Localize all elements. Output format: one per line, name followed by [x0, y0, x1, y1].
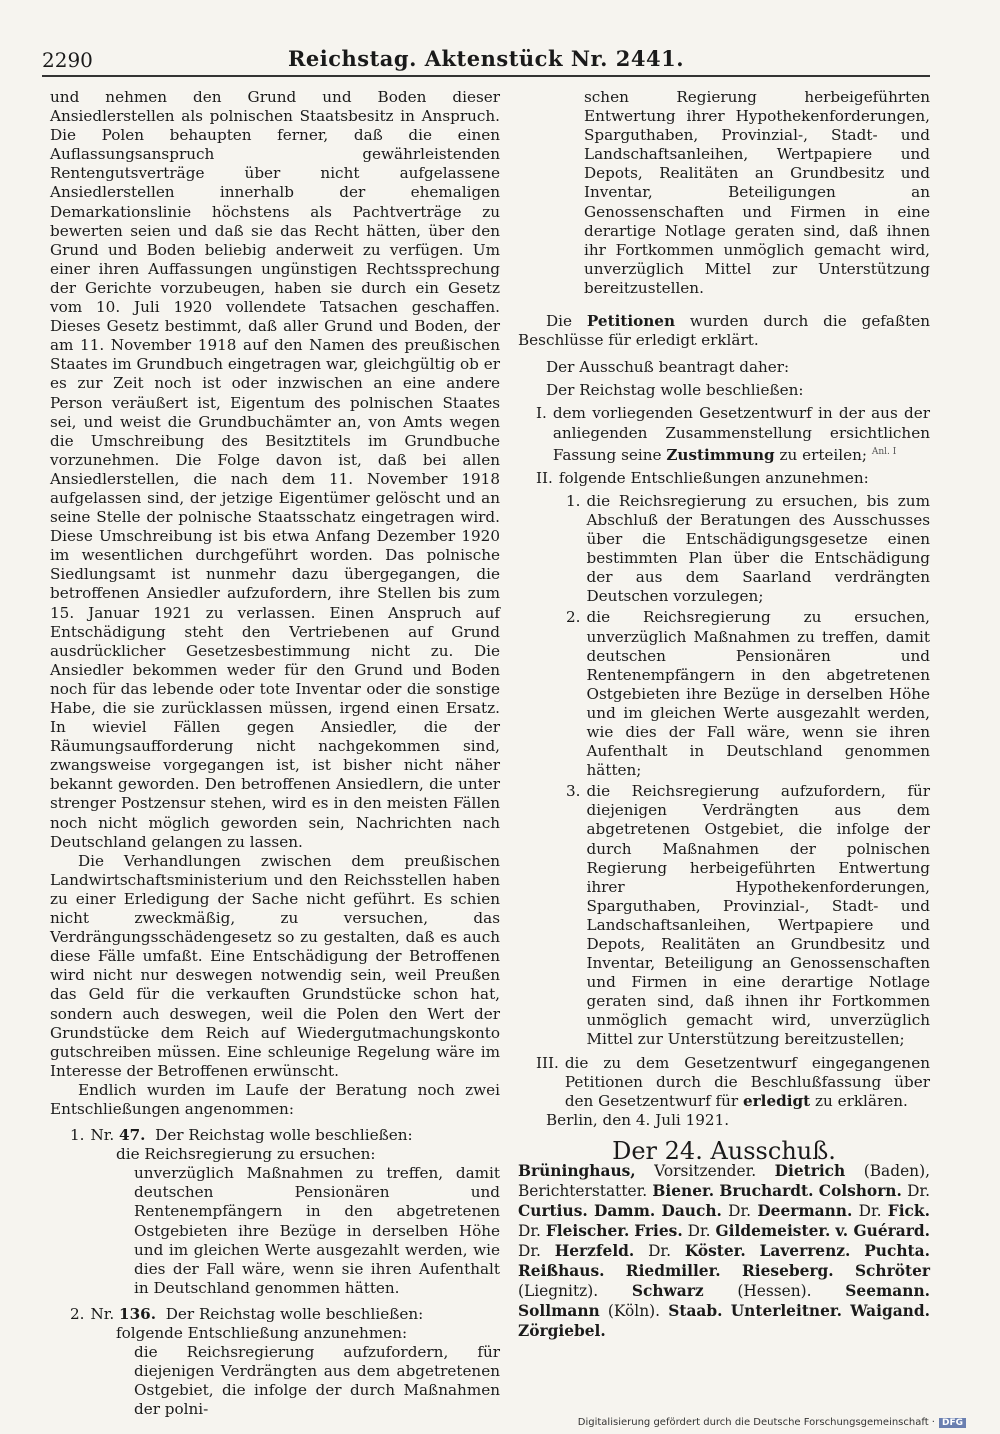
credit-text: Digitalisierung gefördert durch die Deutsche Forschungsgemeinschaft · — [577, 1417, 935, 1428]
header-rule — [42, 75, 930, 77]
motion-item-i: I. dem vorliegenden Gesetzentwurf in der aus der anliegenden Zusammenstellung ersichtlichen Fassung seine Zustimmung zu erteilen; $^{Anl. I}$ — [536, 404, 930, 464]
motion-intro: Der Ausschuß beantragt daher: — [546, 358, 790, 377]
right-column — [518, 88, 930, 1341]
sub-item: 3. die Reichsregierung aufzufordern, für diejenigen Verdrängten aus dem abgetretenen Ostgebiet, die infolge der durch Maßnahmen der polnischen Regierung herbeigeführten Entwertung ihrer Hypothekenforderungen, Sparguthaben, Provinzial-, Stadt- und Landschaftsanleihen, Wertpapiere und Depots, Realitäten an Grundbesitz und Inventar, Beteiligung an Genossenschaften und Firmen in eine derartige Notlage geraten sind, daß ihnen ihr Fortkommen unmöglich gemacht wird, unverzüglich Mittel zur Unterstützung bereitzustellen; — [566, 782, 930, 1049]
paragraph: Die Verhandlungen zwischen dem preußischen Landwirtschaftsministerium und den Reichsstellen haben zu einer Erledigung der Sache nicht geführt. Es schien nicht zweckmäßig, zu versuchen, das Verdrängungsschädengesetz so zu gestalten, daß es auch diese Fälle umfaßt. Eine Entschädigung der Betroffenen wird nicht nur deswegen notwendig sein, weil Preußen das Geld für die verkauften Grundstücke schon hat, sondern auch deswegen, weil die Polen den Wert der Grundstücke dem Reich auf Wiedergutmachungskonto gutschreiben müssen. Eine schleunige Regelung wäre im Interesse der Betroffenen erwünscht. — [50, 851, 500, 1080]
digitization-credit — [578, 1417, 966, 1428]
page-header — [42, 38, 930, 74]
motion-heading: Der Reichstag wolle beschließen: — [546, 381, 804, 400]
margin-note: Anl. I — [871, 446, 897, 457]
item-heading: Nr. 136. Der Reichstag wolle beschließen: — [90, 1304, 424, 1323]
dfg-logo-icon: DFG — [939, 1418, 966, 1428]
continued-text: schen Regierung herbeigeführten Entwertung ihrer Hypothekenforderungen, Sparguthaben, Provinzial-, Stadt- und Landschaftsanleihen, Wertpapiere und Depots, Realitäten an Grundbesitz und Inventar, Beteiligungen an Genossenschaften und Firmen in eine derartige Notlage geraten sind, daß ihnen ihr Fortkommen unmöglich gemacht wird, unverzüglich Mittel zur Unterstützung bereitzustellen. — [584, 88, 930, 297]
resolution-item — [50, 1305, 500, 1420]
item-heading: Nr. 47. Der Reichstag wolle beschließen: — [90, 1126, 413, 1145]
item-subheading: folgende Entschließung anzunehmen: — [116, 1324, 408, 1342]
item-text: die Reichsregierung aufzufordern, für diejenigen Verdrängten aus dem abgetretenen Ostgebiet, die infolge der durch Maßnahmen der polni- — [134, 1343, 500, 1419]
resolution-item — [50, 1126, 500, 1298]
paragraph: und nehmen den Grund und Boden dieser Ansiedlerstellen als polnischen Staatsbesitz in Anspruch. Die Polen behaupten ferner, daß die einen Auflassungsanspruch gewährleistenden Rentengutsverträge über nicht aufgelassene Ansiedlerstellen innerhalb der ehemaligen Demarkationslinie höchstens als Pachtverträge zu bewerten seien und daß sie das Recht hätten, über den Grund und Boden beliebig anderweit zu verfügen. Um einer ihren Auffassungen ungünstigen Rechtssprechung der Gerichte vorzubeugen, haben sie durch ein Gesetz vom 10. Juli 1920 vollendete Tatsachen geschaffen. Dieses Gesetz bestimmt, daß aller Grund und Boden, der am 11. November 1918 auf den Namen des preußischen Staates im Grundbuch eingetragen war, gleichgültig ob er es zur Zeit noch ist oder inzwischen an eine andere Person veräußert ist, Eigentum des polnischen Staates sei, und weist die Grundbuchämter an, von Amts wegen die Umschreibung des Besitztitels im Grundbuche vorzunehmen. Die Folge davon ist, daß bei allen Ansiedlerstellen, die nach dem 11. November 1918 aufgelassen sind, der jetzige Eigentümer gelöscht und an seine Stelle der polnische Staatsschatz eingetragen wird. Diese Umschreibung ist bis etwa Anfang Dezember 1920 im wesentlichen durchgeführt worden. Das polnische Siedlungsamt ist nunmehr dazu übergegangen, die betroffenen Ansiedler aufzufordern, ihre Stellen bis zum 15. Januar 1921 zu verlassen. Einen Anspruch auf Entschädigung steht den Vertriebenen auf Grund ausdrücklicher Gesetzesbestimmung nicht zu. Die Ansiedler bekommen weder für den Grund und Boden noch für das lebende oder tote Inventar oder die sonstige Habe, die sie zurücklassen müssen, irgend einen Ersatz. In wieviel Fällen gegen Ansiedler, die der Räumungsaufforderung nicht nachgekommen sind, zwangsweise vorgegangen ist, ist bisher nicht näher bekannt geworden. Den betroffenen Ansiedlern, die unter strenger Postzensur stehen, wird es in den meisten Fällen noch nicht möglich geworden sein, Nachrichten nach Deutschland gelangen zu lassen. — [50, 88, 500, 851]
item-text: unverzüglich Maßnahmen zu treffen, damit deutschen Pensionären und Rentenempfängern in den abgetretenen Ostgebieten ihre Bezüge in derselben Höhe und im gleichen Werte ausgezahlt werden, wie dies der Fall wäre, wenn sie ihren Aufenthalt in Deutschland genommen hätten. — [134, 1164, 500, 1297]
paragraph: Endlich wurden im Laufe der Beratung noch zwei Entschließungen angenommen: — [50, 1080, 500, 1118]
date-line: Berlin, den 4. Juli 1921. — [546, 1110, 730, 1129]
running-title: Reichstag. Aktenstück Nr. 2441. — [287, 46, 685, 71]
motion-item-iii: III. die zu dem Gesetzentwurf eingegangenen Petitionen durch die Beschlußfassung über den Gesetzentwurf für erledigt zu erklären. — [536, 1053, 930, 1110]
sub-item: 2. die Reichsregierung zu ersuchen, unverzüglich Maßnahmen zu treffen, damit deutschen Pensionären und Rentenempfängern in den abgetretenen Ostgebieten ihre Bezüge in derselben Höhe und im gleichen Werte ausgezahlt werden, wie dies der Fall wäre, wenn sie ihren Aufenthalt in Deutschland genommen hätten; — [566, 608, 930, 780]
petitions-paragraph: Die Petitionen wurden durch die gefaßten Beschlüsse für erledigt erklärt. — [518, 312, 930, 350]
page-number: 2290 — [42, 48, 93, 72]
sub-item: 1. die Reichsregierung zu ersuchen, bis zum Abschluß der Beratungen des Ausschusses über die Entschädigungsgesetze einen bestimmten Plan über die Entschädigung der aus dem Saarland verdrängten Deutschen vorzulegen; — [566, 491, 930, 606]
item-number: 2. — [70, 1304, 85, 1323]
member-names: Brüninghaus, Vorsitzender. Dietrich (Baden), Berichterstatter. Biener. Bruchardt. Colshorn. Dr. Curtius. Damm. Dauch. Dr. Deermann. Dr. Fick. Dr. Fleischer. Fries. Dr. Gildemeister. v. Guérard. Dr. Herzfeld. Dr. Köster. Laverrenz. Puchta. Reißhaus. Riedmiller. Rieseberg. Schröter (Liegnitz). Schwarz (Hessen). Seemann. Sollmann (Köln). Staab. Unterleitner. Waigand. Zörgiebel. — [518, 1162, 930, 1341]
item-number: 1. — [70, 1126, 85, 1145]
left-column — [50, 88, 500, 1419]
item-subheading: die Reichsregierung zu ersuchen: — [116, 1145, 376, 1164]
committee-signature: Der 24. Ausschuß. — [612, 1136, 836, 1165]
motion-item-ii: II. folgende Entschließungen anzunehmen: — [536, 468, 869, 487]
